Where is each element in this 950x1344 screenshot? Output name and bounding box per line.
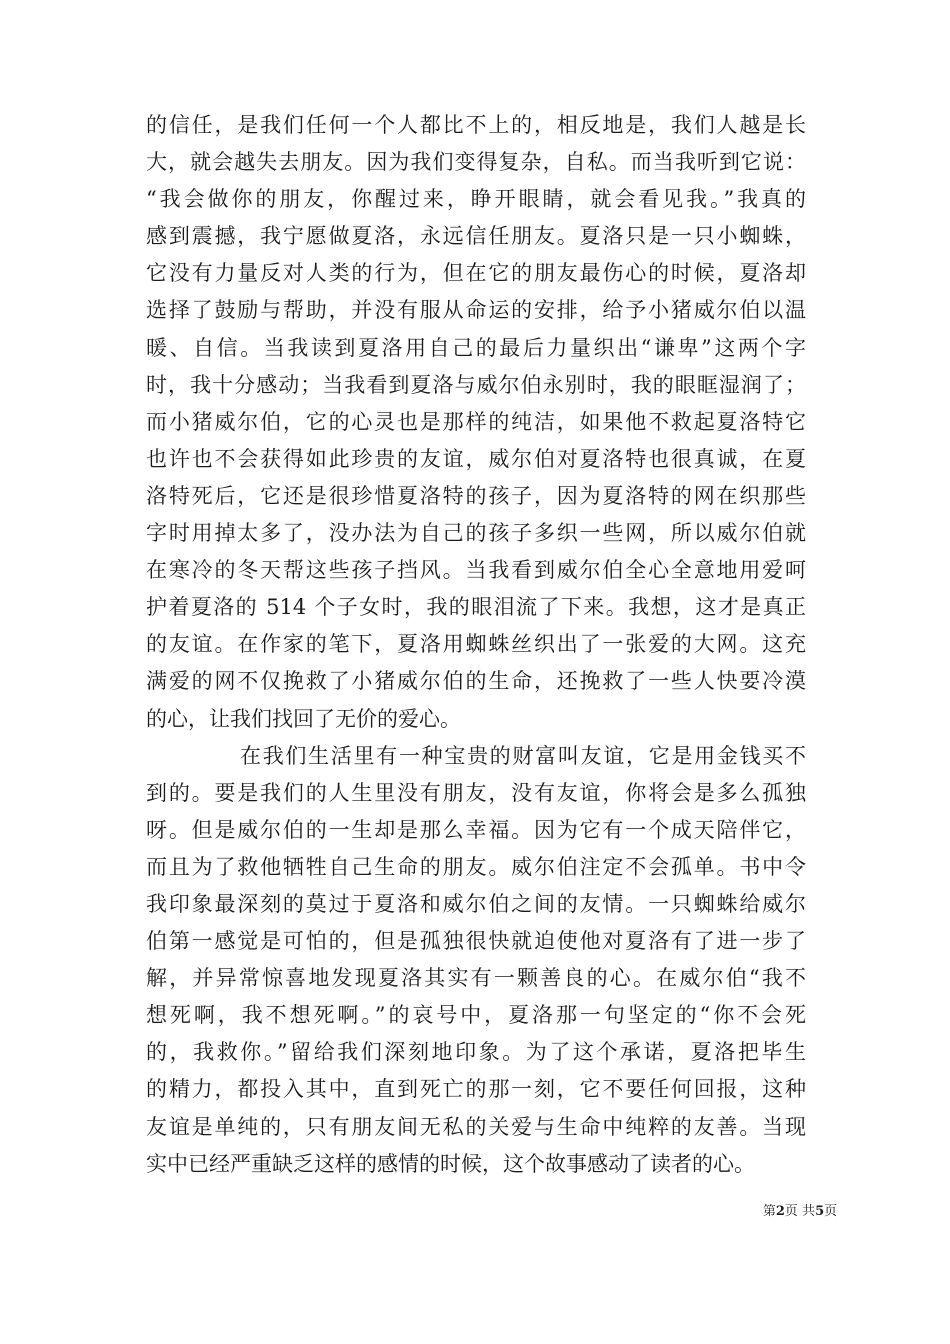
text-line: 满爱的网不仅挽救了小猪威尔伯的生命，还挽救了一些人快要冷漠 xyxy=(146,669,806,694)
text-line: 到的。要是我们的人生里没有朋友，没有友谊，你将会是多么孤独 xyxy=(146,780,806,805)
page-footer xyxy=(0,1200,950,1219)
text-line: 它没有力量反对人类的行为，但在它的朋友最伤心的时候，夏洛却 xyxy=(146,261,806,286)
text-line: 我印象最深刻的莫过于夏洛和威尔伯之间的友情。一只蜘蛛给威尔 xyxy=(146,891,806,916)
text-line: 友谊是单纯的，只有朋友间无私的关爱与生命中纯粹的友善。当现 xyxy=(146,1114,806,1139)
text-line: 在我们生活里有一种宝贵的财富叫友谊，它是用金钱买不 xyxy=(240,743,806,768)
text-line: 而且为了救他牺牲自己生命的朋友。威尔伯注定不会孤单。书中令 xyxy=(146,854,806,879)
text-line: 感到震撼，我宁愿做夏洛，永远信任朋友。夏洛只是一只小蜘蛛， xyxy=(146,224,806,249)
text-line: 的信任，是我们任何一个人都比不上的，相反地是，我们人越是长 xyxy=(146,113,806,137)
text-line: 洛特死后，它还是很珍惜夏洛特的孩子，因为夏洛特的网在织那些 xyxy=(146,483,806,508)
text-line: 呀。但是威尔伯的一生却是那么幸福。因为它有一个成天陪伴它， xyxy=(146,817,806,842)
text-line: 想死啊，我不想死啊。”的哀号中，夏洛那一句坚定的“你不会死 xyxy=(146,1003,806,1028)
text-line: 而小猪威尔伯，它的心灵也是那样的纯洁，如果他不救起夏洛特它 xyxy=(146,409,806,434)
footer-middle: 页 共 xyxy=(784,1204,816,1219)
text-line: 伯第一感觉是可怕的，但是孤独很快就迫使他对夏洛有了进一步了 xyxy=(146,929,806,954)
paragraph-2 xyxy=(146,738,806,1183)
text-line: 字时用掉太多了，没办法为自己的孩子多织一些网，所以威尔伯就 xyxy=(146,521,806,546)
text-line: 护着夏洛的 514 个子女时，我的眼泪流了下来。我想，这才是真正 xyxy=(146,595,806,620)
total-page-number: 5 xyxy=(815,1204,825,1219)
text-line: 的，我救你。”留给我们深刻地印象。为了这个承诺，夏洛把毕生 xyxy=(146,1040,806,1065)
text-line: 大，就会越失去朋友。因为我们变得复杂，自私。而当我听到它说： xyxy=(146,150,806,175)
footer-suffix: 页 xyxy=(824,1204,838,1219)
footer-prefix: 第 xyxy=(762,1204,776,1219)
text-line: 实中已经严重缺乏这样的感情的时候，这个故事感动了读者的心。 xyxy=(146,1151,755,1176)
body-text xyxy=(146,107,806,1183)
text-line: 的精力，都投入其中，直到死亡的那一刻，它不要任何回报，这种 xyxy=(146,1077,806,1102)
text-line: 解，并异常惊喜地发现夏洛其实有一颗善良的心。在威尔伯“我不 xyxy=(146,966,806,991)
text-line: 时，我十分感动；当我看到夏洛与威尔伯永别时，我的眼眶湿润了； xyxy=(146,372,806,397)
current-page-number: 2 xyxy=(775,1204,785,1219)
text-line: “我会做你的朋友，你醒过来，睁开眼睛，就会看见我。”我真的 xyxy=(146,187,806,212)
paragraph-1 xyxy=(146,107,806,738)
text-line: 在寒冷的冬天帮这些孩子挡风。当我看到威尔伯全心全意地用爱呵 xyxy=(146,558,806,583)
text-line: 的友谊。在作家的笔下，夏洛用蜘蛛丝织出了一张爱的大网。这充 xyxy=(146,632,806,657)
text-line: 暖、自信。当我读到夏洛用自己的最后力量织出“谦卑”这两个字 xyxy=(146,335,806,360)
text-line: 选择了鼓励与帮助，并没有服从命运的安排，给予小猪威尔伯以温 xyxy=(146,298,806,323)
text-line: 的心，让我们找回了无价的爱心。 xyxy=(146,706,461,731)
text-line: 也许也不会获得如此珍贵的友谊，威尔伯对夏洛特也很真诚，在夏 xyxy=(146,446,806,471)
